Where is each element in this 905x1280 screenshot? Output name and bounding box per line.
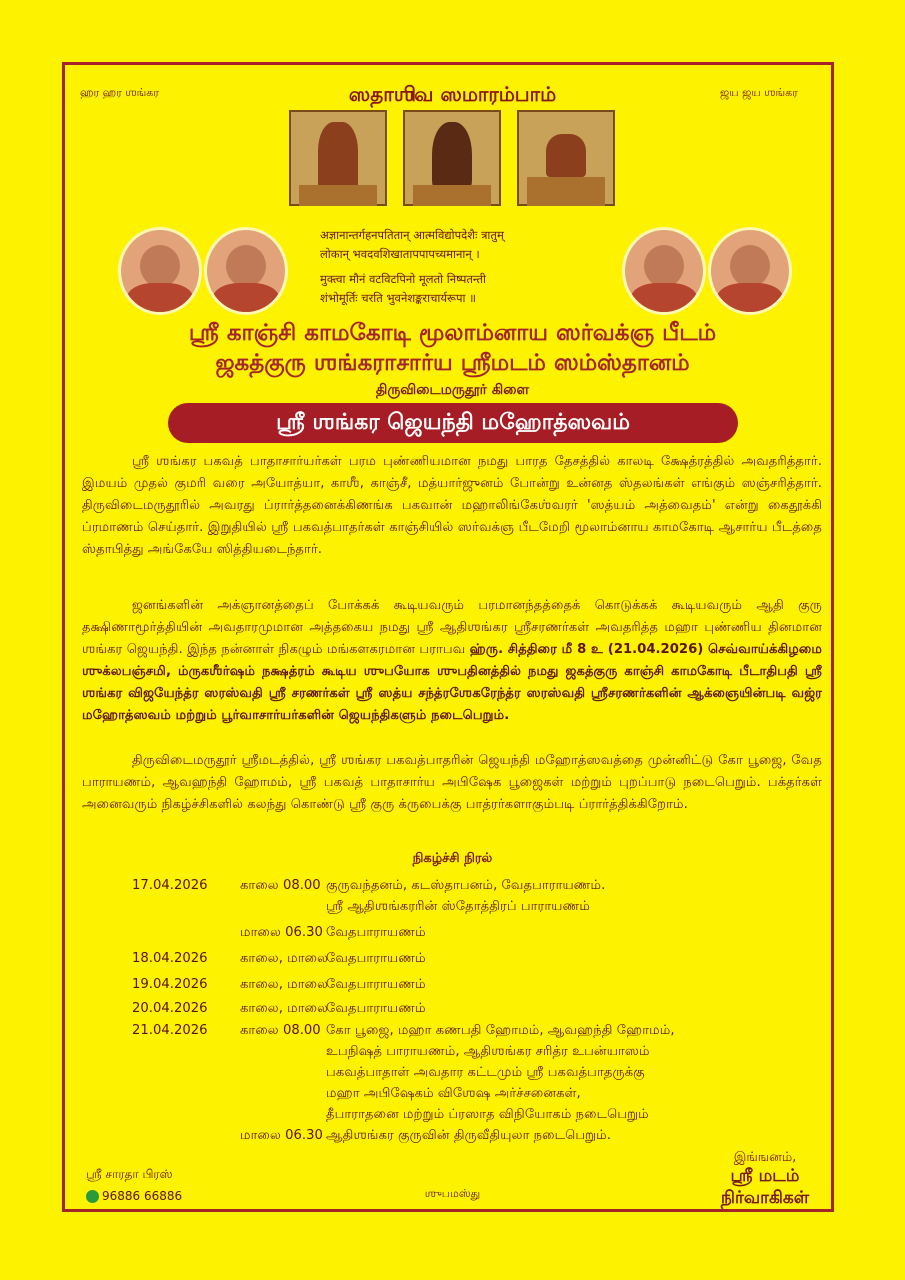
portrait-acharya-1: [118, 227, 202, 315]
schedule-desc: மஹா அபிஷேகம் விஶேஷ அர்ச்சனைகள்,: [326, 1086, 581, 1101]
schedule-desc: பகவத்பாதாள் அவதார கட்டமும் ஸ்ரீ பகவத்பாதருக்கு: [326, 1065, 645, 1080]
portrait-acharya-4: [708, 227, 792, 315]
portrait-acharya-3: [622, 227, 706, 315]
schedule-desc: உபநிஷத் பாராயணம், ஆதிஶங்கர சரித்ர உபன்யாஸம்: [326, 1044, 650, 1059]
schedule-time: காலை, மாலை: [240, 951, 329, 966]
schedule-time: காலை, மாலை: [240, 1001, 329, 1016]
corner-right-text: ஜய ஜய ஶங்கர: [720, 86, 798, 99]
press-name: ஸ்ரீ சாரதா பிரஸ்: [86, 1167, 173, 1181]
schedule-desc: கோ பூஜை, மஹா கணபதி ஹோமம், ஆவஹந்தி ஹோமம்,: [326, 1023, 675, 1038]
title-line-2: ஜகத்குரு ஶங்கராசார்ய ஸ்ரீமடம் ஸம்ஸ்தானம்: [215, 350, 690, 376]
schedule-desc: தீபாராதனை மற்றும் ப்ரஸாத விநியோகம் நடைபெறும்: [326, 1107, 649, 1122]
schedule-desc: வேதபாராயணம்: [326, 925, 426, 940]
header-mark: ஸதாஶிவ ஸமாரம்பாம்: [348, 82, 557, 106]
title-line-1: ஸ்ரீ காஞ்சி காமகோடி மூலாம்னாய ஸர்வக்ஞ பீடம்: [188, 320, 717, 346]
paragraph-text: [82, 595, 822, 727]
signature-block: [700, 1150, 830, 1210]
branch-name: திருவிடைமருதூர் கிளை: [375, 382, 530, 398]
sloka-line: लोकान् भवदवशिखातापपापच्यमानान् ।: [320, 247, 480, 261]
schedule-title: நிகழ்ச்சி நிரல்: [412, 851, 493, 866]
paragraph-event: [82, 595, 822, 727]
schedule-time: காலை 08.00: [240, 878, 321, 893]
schedule-date: 19.04.2026: [132, 977, 208, 992]
sloka-line: अज्ञानान्तर्गहनपतितान् आत्मविद्योपदेशैः त्रातुम्: [320, 228, 504, 242]
schedule-time: மாலை 06.30: [240, 1128, 323, 1143]
schedule-date: 20.04.2026: [132, 1001, 208, 1016]
paragraph-bold: ஹ்ரு. சித்திரை மீ 8 உ (21.04.2026) செவ்வாய்க்கிழமை ஶுக்லபஞ்சமி, ம்ருகஶீர்ஷம் நக்ஷத்ரம் கூடிய ஶுபயோக ஶுபதினத்தில் நமது ஜகத்குரு காஞ்சி காமகோடி பீடாதிபதி ஸ்ரீ ஶங்கர விஜயேந்த்ர ஸரஸ்வதி ஸ்ரீ சரணர்கள் ஸ்ரீ ஸத்ய சந்த்ரஶேகரேந்த்ர ஸரஸ்வதி ஸ்ரீசரணர்களின் ஆக்ஞையின்படி வஜ்ர மஹோத்ஸவம் மற்றும் பூர்வாசார்யர்களின் ஜெயந்திகளும் நடைபெறும்.: [82, 642, 822, 723]
schedule-desc: ஆதிஶங்கர குருவின் திருவீதியுலா நடைபெறும்.: [326, 1128, 611, 1143]
paragraph-normal: ஜனங்களின் அக்ஞானத்தைப் போக்கக் கூடியவரும் பரமானந்தத்தைக் கொடுக்கக் கூடியவரும் ஆதி குரு தக்ஷிணாமூர்த்தியின் அவதாரமுமான அத்தகைய நமது ஸ்ரீ ஆதிஶங்கர ஸ்ரீசரணர்கள் அவதரித்த மஹா புண்ணிய தினமான ஶங்கர ஜெயந்தி. இந்த நன்னாள் நிகழும் மங்களகரமான பராபவ: [82, 598, 822, 657]
schedule-time: காலை, மாலை: [240, 977, 329, 992]
deity-image-left: [289, 110, 387, 206]
signature-line-3: நிர்வாகிகள்: [720, 1188, 810, 1208]
schedule-time: மாலை 06.30: [240, 925, 323, 940]
schedule-time: காலை 08.00: [240, 1023, 321, 1038]
paragraph-intro: [82, 451, 822, 561]
portrait-acharya-2: [204, 227, 288, 315]
schedule-desc: வேதபாராயணம்: [326, 951, 426, 966]
schedule-desc: ஸ்ரீ ஆதிஶங்கரரின் ஸ்தோத்திரப் பாராயணம்: [326, 899, 590, 914]
paragraph-invite: [82, 750, 822, 816]
sanskrit-sloka: [320, 226, 600, 308]
schedule-date: 17.04.2026: [132, 878, 208, 893]
press-phone: 96886 66886: [102, 1189, 183, 1203]
schedule-desc: வேதபாராயணம்: [326, 1001, 426, 1016]
schedule-desc: வேதபாராயணம்: [326, 977, 426, 992]
event-banner: ஸ்ரீ ஶங்கர ஜெயந்தி மஹோத்ஸவம்: [168, 403, 738, 443]
sloka-line: शंभोमूर्तिः चरति भुवनेशङ्कराचार्यरूपा ॥: [320, 291, 477, 305]
signature-line-2: ஸ்ரீ மடம்: [730, 1166, 800, 1186]
deity-image-right: [517, 110, 615, 206]
signature-line-1: இங்ஙனம்,: [733, 1150, 797, 1165]
deity-image-center: [403, 110, 501, 206]
schedule-date: 21.04.2026: [132, 1023, 208, 1038]
schedule-desc: குருவந்தனம், கடஸ்தாபனம், வேதபாராயணம்.: [326, 878, 606, 893]
blessing-text: ஶுபமஸ்து: [424, 1187, 481, 1200]
corner-left-text: ஹர ஹர ஶங்கர: [80, 86, 159, 99]
sloka-line: मुक्त्वा मौनं वटविटपिनो मूलतो निष्पतन्ती: [320, 272, 486, 286]
paragraph-text: திருவிடைமருதூர் ஸ்ரீமடத்தில், ஸ்ரீ ஶங்கர பகவத்பாதரின் ஜெயந்தி மஹோத்ஸவத்தை முன்னிட்டு கோ பூஜை, வேத பாராயணம், ஆவஹந்தி ஹோமம், ஸ்ரீ பகவத் பாதாசார்ய அபிஷேக பூஜைகள் மற்றும் புறப்பாடு நடைபெறும். பக்தர்கள் அனைவரும் நிகழ்ச்சிகளில் கலந்து கொண்டு ஸ்ரீ குரு க்ருபைக்கு பாத்ரர்களாகும்படி ப்ரார்த்திக்கிறோம்.: [82, 753, 822, 812]
paragraph-text: ஸ்ரீ ஶங்கர பகவத் பாதாசார்யர்கள் பரம புண்ணியமான நமது பாரத தேசத்தில் காலடி க்ஷேத்ரத்தில் அவதரித்தார். இமயம் முதல் குமரி வரை அயோத்யா, காஶீ, காஞ்சீ, மத்யார்ஜுனம் போன்று உன்னத ஸ்தலங்கள் எங்கும் ஸஞ்சரித்தார். திருவிடைமருதூரில் அவரது ப்ரார்த்தனைக்கிணங்க பகவான் மஹாலிங்கேஶ்வரர் 'ஸத்யம் அத்வைதம்' என்று கைதூக்கி ப்ரமாணம் செய்தார். இறுதியில் ஸ்ரீ பகவத்பாதர்கள் காஞ்சியில் ஸர்வக்ஞ பீடமேறி மூலாம்னாய காமகோடி ஆசார்ய பீடத்தை ஸ்தாபித்து அங்கேயே ஸித்தியடைந்தார்.: [82, 454, 822, 557]
schedule-date: 18.04.2026: [132, 951, 208, 966]
